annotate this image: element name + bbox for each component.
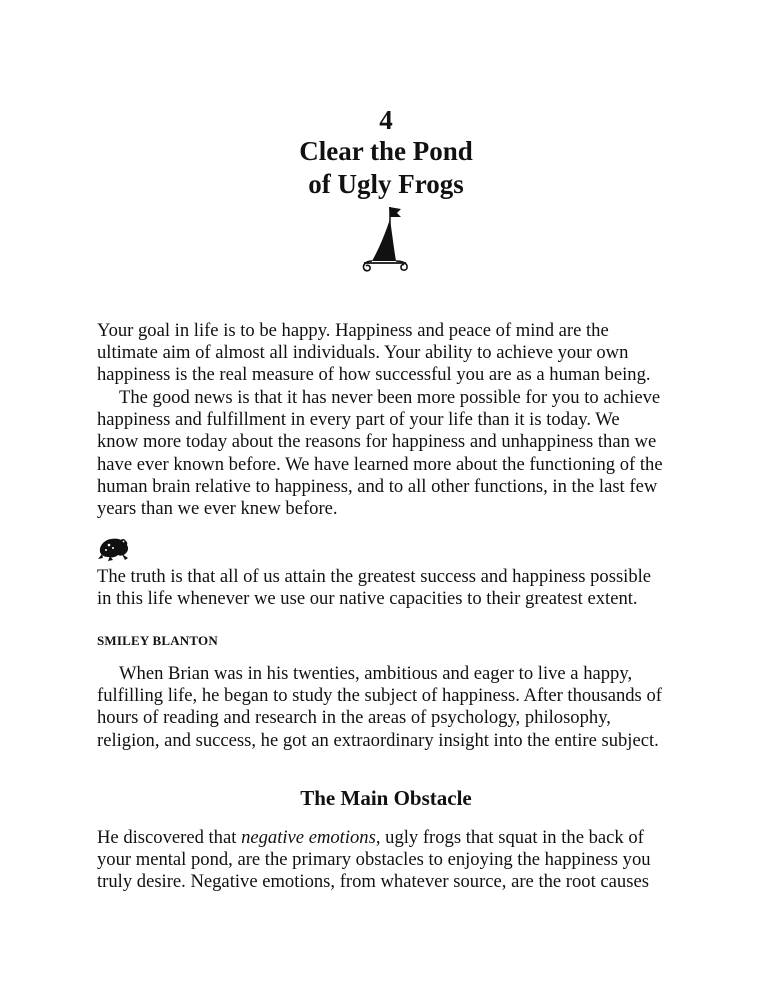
text-line: Your goal in life is to be happy. Happiness and peace of mind are the (97, 320, 609, 341)
text-line: truly desire. Negative emotions, from whatever source, are the root causes (97, 871, 649, 893)
text-line (97, 827, 697, 849)
text-line: years than we ever knew before. (97, 498, 338, 520)
frog-icon (96, 534, 130, 562)
text-line: in this life whenever we use our native capacities to their greatest extent. (97, 588, 638, 610)
paragraph-good-news (97, 387, 697, 520)
text-line: have ever known before. We have learned more about the functioning of the (97, 453, 663, 475)
text-fragment: , ugly frogs that squat in the back of (375, 827, 644, 848)
emphasis-text: negative emotions (241, 827, 376, 848)
text-line: When Brian was in his twenties, ambitious and eager to live a happy, (119, 663, 633, 684)
chapter-title-line-2: of Ugly Frogs (308, 169, 464, 199)
text-line: your mental pond, are the primary obstacles to enjoying the happiness you (97, 849, 651, 871)
text-line: The good news is that it has never been more possible for you to achieve (119, 387, 661, 408)
text-line: hours of reading and research in the areas of psychology, philosophy, (97, 707, 611, 729)
epigraph-quote (97, 566, 697, 610)
section-heading: The Main Obstacle (300, 786, 472, 810)
paragraph-obstacle (97, 827, 697, 894)
chapter-title (0, 135, 772, 201)
text-line: human brain relative to happiness, and to all other functions, in the last few (97, 475, 658, 497)
paragraph-brian (97, 663, 697, 752)
text-line: happiness and fulfillment in every part of your life than it is today. We (97, 409, 620, 431)
text-line: religion, and success, he got an extraordinary insight into the entire subject. (97, 729, 659, 751)
text-line: fulfilling life, he began to study the subject of happiness. After thousands of (97, 685, 662, 707)
chapter-number: 4 (379, 105, 393, 135)
text-fragment: He discovered that (97, 827, 242, 848)
paragraph-intro (97, 320, 697, 387)
ship-ornament-icon (356, 203, 414, 273)
text-line: happiness is the real measure of how successful you are as a human being. (97, 364, 651, 386)
text-line: know more today about the reasons for happiness and unhappiness than we (97, 431, 657, 453)
chapter-title-line-1: Clear the Pond (299, 136, 473, 166)
text-line: The truth is that all of us attain the greatest success and happiness possible (97, 566, 652, 587)
text-line: ultimate aim of almost all individuals. Your ability to achieve your own (97, 342, 629, 364)
quote-attribution: SMILEY BLANTON (97, 633, 218, 648)
